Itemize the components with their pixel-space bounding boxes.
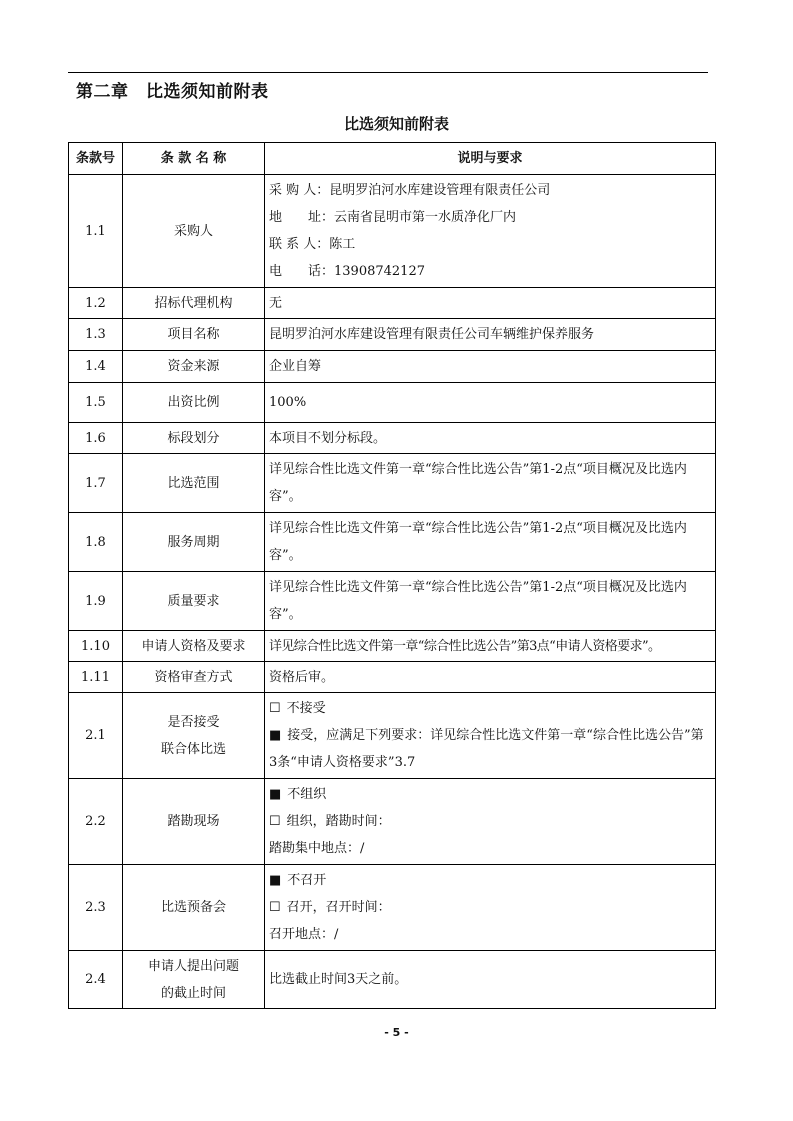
chapter-title: 第二章 比选须知前附表 — [76, 82, 269, 102]
table-header-row — [69, 143, 716, 175]
clause-name: 资金来源 — [123, 351, 265, 383]
option-label: 召开，召开时间： — [286, 900, 391, 915]
clause-name-line: 申请人提出问题 — [147, 958, 239, 974]
phone-line: 电 话：13908742127 — [269, 264, 425, 279]
clause-desc: 昆明罗泊河水库建设管理有限责任公司车辆维护保养服务 — [265, 319, 716, 351]
clause-no: 2.3 — [69, 865, 123, 951]
table-row — [69, 631, 716, 662]
header-description: 说明与要求 — [265, 143, 716, 175]
clause-no: 1.5 — [69, 383, 123, 423]
clause-no: 1.2 — [69, 288, 123, 319]
clause-desc — [265, 865, 716, 951]
table-row — [69, 319, 716, 351]
table-row — [69, 662, 716, 693]
purchaser-line: 采 购 人：昆明罗泊河水库建设管理有限责任公司 — [269, 183, 551, 198]
contact-line: 联 系 人：陈工 — [269, 237, 356, 252]
table-row — [69, 513, 716, 572]
clause-desc: 本项目不划分标段。 — [265, 423, 716, 454]
header-rule — [68, 72, 708, 73]
table-row — [69, 865, 716, 951]
table-row — [69, 693, 716, 779]
checkbox-unchecked-icon: ☐ — [269, 900, 281, 915]
table-row — [69, 454, 716, 513]
table-title: 比选须知前附表 — [343, 115, 449, 133]
clause-no: 1.7 — [69, 454, 123, 513]
table-row — [69, 288, 716, 319]
clause-name: 质量要求 — [123, 572, 265, 631]
clause-name: 出资比例 — [123, 383, 265, 423]
table-row — [69, 572, 716, 631]
clause-no: 2.2 — [69, 779, 123, 865]
option-not-hold — [269, 867, 711, 894]
clause-no: 1.11 — [69, 662, 123, 693]
checkbox-unchecked-icon: ☐ — [269, 701, 281, 716]
clause-no: 1.9 — [69, 572, 123, 631]
clause-name-line: 是否接受 — [167, 714, 220, 730]
checkbox-checked-icon: ■ — [269, 728, 282, 743]
table-row — [69, 351, 716, 383]
clause-desc: 企业自筹 — [265, 351, 716, 383]
clause-name: 申请人资格及要求 — [123, 631, 265, 662]
clause-name: 项目名称 — [123, 319, 265, 351]
clause-desc-text: 详见综合性比选文件第一章“综合性比选公告”第3点“申请人资格要求”。 — [269, 638, 661, 654]
clause-no: 1.1 — [69, 175, 123, 288]
option-label: 接受，应满足下列要求：详见综合性比选文件第一章“综合性比选公告”第3条“申请人资格要求”3.7 — [269, 728, 704, 770]
clause-name: 服务周期 — [123, 513, 265, 572]
option-label: 组织，踏勘时间： — [286, 814, 391, 829]
checkbox-checked-icon: ■ — [269, 873, 282, 888]
clause-desc — [265, 693, 716, 779]
clause-no: 1.3 — [69, 319, 123, 351]
clause-name — [123, 693, 265, 779]
clause-name: 踏勘现场 — [123, 779, 265, 865]
clause-no: 1.6 — [69, 423, 123, 454]
clause-name: 资格审查方式 — [123, 662, 265, 693]
option-label: 不召开 — [287, 873, 327, 888]
clause-desc: 详见综合性比选文件第一章“综合性比选公告”第1-2点“项目概况及比选内容”。 — [265, 572, 716, 631]
table-row — [69, 175, 716, 288]
requirements-table — [68, 142, 716, 1009]
clause-desc — [265, 779, 716, 865]
clause-name: 采购人 — [123, 175, 265, 288]
clause-name — [123, 951, 265, 1009]
option-organize — [269, 808, 711, 835]
option-not-accept — [269, 695, 711, 722]
table-row — [69, 423, 716, 454]
clause-name: 比选范围 — [123, 454, 265, 513]
option-label: 不组织 — [287, 787, 327, 802]
clause-desc: 无 — [265, 288, 716, 319]
clause-name: 比选预备会 — [123, 865, 265, 951]
checkbox-unchecked-icon: ☐ — [269, 814, 281, 829]
site-visit-location: 踏勘集中地点：/ — [269, 841, 365, 856]
clause-desc — [265, 175, 716, 288]
address-line: 地 址：云南省昆明市第一水质净化厂内 — [269, 210, 517, 225]
meeting-location: 召开地点：/ — [269, 927, 339, 942]
header-clause-name: 条 款 名 称 — [123, 143, 265, 175]
header-clause-no: 条款号 — [69, 143, 123, 175]
table-row — [69, 779, 716, 865]
page-number: - 5 - — [384, 1026, 409, 1039]
option-accept — [269, 722, 711, 776]
clause-no: 1.4 — [69, 351, 123, 383]
clause-no: 2.1 — [69, 693, 123, 779]
clause-desc — [265, 631, 716, 662]
clause-no: 1.8 — [69, 513, 123, 572]
clause-name-line: 的截止时间 — [160, 985, 226, 1001]
table-row — [69, 951, 716, 1009]
option-not-organize — [269, 781, 711, 808]
clause-desc: 100% — [265, 383, 716, 423]
clause-desc: 比选截止时间3天之前。 — [265, 951, 716, 1009]
clause-desc: 详见综合性比选文件第一章“综合性比选公告”第1-2点“项目概况及比选内容”。 — [265, 454, 716, 513]
checkbox-checked-icon: ■ — [269, 787, 282, 802]
clause-no: 2.4 — [69, 951, 123, 1009]
clause-no: 1.10 — [69, 631, 123, 662]
clause-desc: 资格后审。 — [265, 662, 716, 693]
option-label: 不接受 — [286, 701, 326, 716]
option-hold — [269, 894, 711, 921]
table-row — [69, 383, 716, 423]
clause-name-line: 联合体比选 — [160, 741, 226, 757]
clause-desc: 详见综合性比选文件第一章“综合性比选公告”第1-2点“项目概况及比选内容”。 — [265, 513, 716, 572]
clause-name: 标段划分 — [123, 423, 265, 454]
clause-name: 招标代理机构 — [123, 288, 265, 319]
